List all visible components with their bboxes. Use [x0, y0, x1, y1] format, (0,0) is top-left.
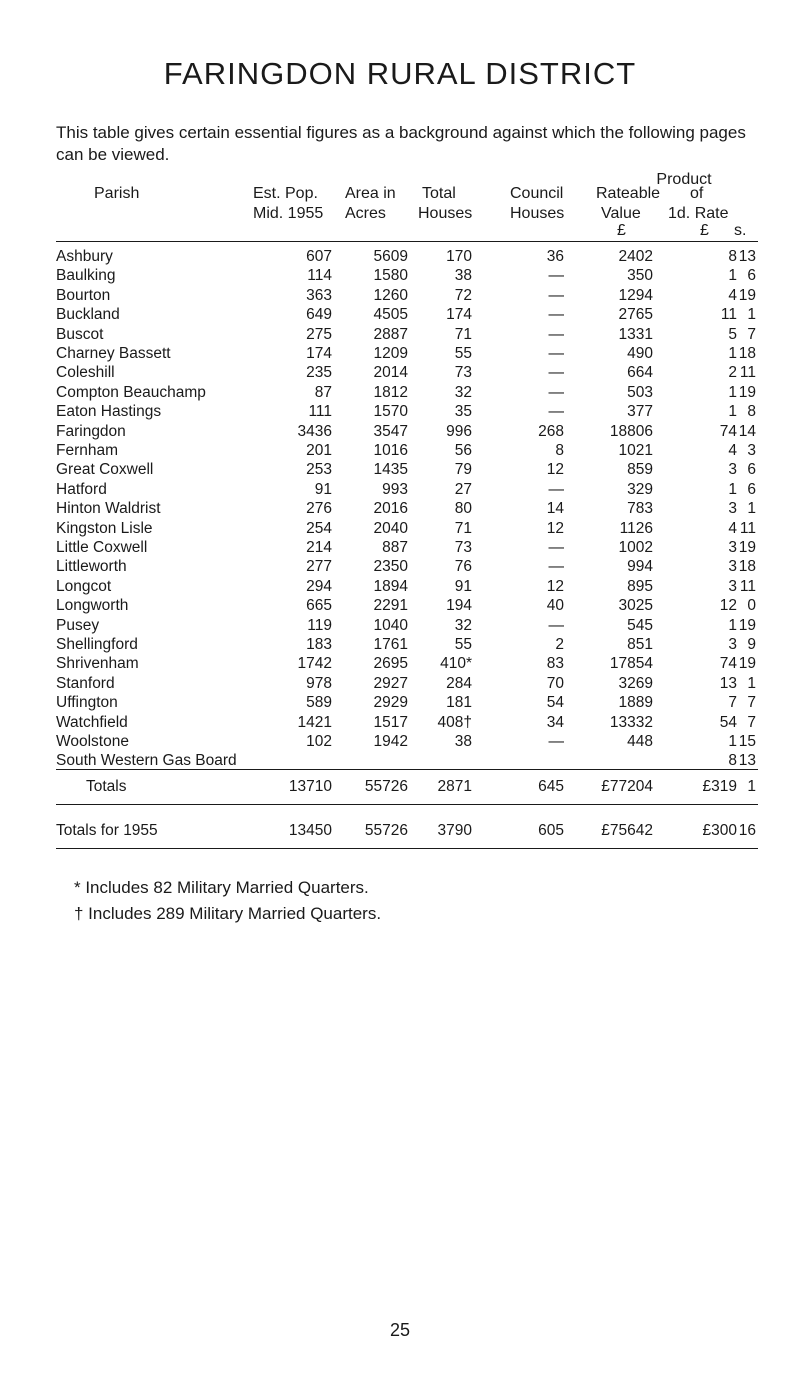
cell-council-houses: 12 — [546, 461, 564, 479]
cell-product-shillings: 18 — [738, 345, 756, 362]
cell-council-houses: — — [548, 558, 564, 576]
cell-total-houses: 38 — [454, 733, 472, 750]
cell-parish: South Western Gas Board — [56, 752, 237, 770]
footnote-military-2: † Includes 289 Military Married Quarters. — [74, 904, 382, 923]
cell-rateable-value: 1889 — [618, 694, 653, 712]
table-row — [0, 441, 800, 460]
table-row — [0, 499, 800, 518]
cell-rateable-value: 13332 — [609, 713, 653, 731]
totals-product-pounds: £319 — [702, 778, 737, 795]
table-row — [0, 635, 800, 654]
cell-area: 1517 — [373, 713, 408, 731]
cell-product-shillings: 19 — [738, 383, 756, 401]
table-row — [0, 557, 800, 576]
table-row — [0, 286, 800, 305]
cell-product-pounds: 3 — [728, 577, 737, 595]
cell-population: 277 — [306, 558, 332, 576]
cell-product-shillings: 19 — [738, 286, 756, 304]
cell-council-houses: — — [548, 616, 564, 634]
cell-product-shillings: 9 — [747, 636, 756, 653]
cell-rateable-value: 1126 — [619, 519, 653, 537]
cell-product-pounds: 1 — [728, 733, 737, 750]
totals-pop: 13710 — [288, 778, 332, 795]
cell-parish: Longworth — [56, 597, 129, 615]
cell-rateable-value: 1331 — [618, 325, 653, 343]
table-row — [0, 422, 800, 441]
cell-population: 253 — [306, 461, 332, 479]
cell-council-houses: — — [548, 383, 564, 401]
cell-council-houses: — — [548, 539, 564, 556]
cell-product-pounds: 4 — [728, 286, 737, 304]
cell-area: 1435 — [373, 461, 408, 479]
cell-product-pounds: 1 — [728, 403, 737, 421]
cell-product-pounds: 3 — [728, 539, 737, 556]
cell-total-houses: 996 — [446, 422, 472, 440]
cell-area: 1580 — [373, 267, 408, 285]
cell-council-houses: — — [548, 403, 564, 421]
cell-council-houses: 12 — [546, 577, 564, 595]
cell-rateable-value: 503 — [627, 383, 653, 401]
cell-population: 275 — [306, 325, 332, 343]
cell-product-shillings: 11 — [739, 519, 756, 537]
cell-parish: Charney Bassett — [56, 345, 171, 362]
cell-rateable-value: 350 — [627, 267, 653, 285]
cell-total-houses: 73 — [454, 539, 472, 556]
cell-rateable-value: 994 — [627, 558, 653, 576]
cell-area: 2014 — [373, 364, 408, 382]
header-product-1: Product — [656, 171, 712, 188]
footnote-military-1: * Includes 82 Military Married Quarters. — [74, 878, 369, 897]
cell-product-pounds: 13 — [719, 674, 737, 692]
table-row — [0, 674, 800, 693]
cell-rateable-value: 1021 — [618, 442, 653, 459]
cell-population: 114 — [307, 267, 332, 285]
cell-council-houses: — — [548, 286, 564, 304]
cell-product-shillings: 6 — [747, 461, 756, 479]
cell-parish: Woolstone — [56, 733, 129, 750]
cell-product-pounds: 54 — [719, 713, 737, 731]
table-row — [0, 325, 800, 344]
cell-parish: Watchfield — [56, 713, 128, 731]
cell-total-houses: 170 — [446, 248, 472, 265]
cell-product-shillings: 13 — [738, 248, 756, 265]
cell-product-shillings: 0 — [747, 597, 756, 615]
cell-population: 649 — [306, 306, 332, 324]
header-area-2: Acres — [345, 205, 386, 222]
totals-rv: £77204 — [601, 778, 653, 795]
header-houses-1: Total — [422, 185, 456, 202]
cell-population: 91 — [314, 480, 332, 498]
cell-population: 183 — [306, 636, 332, 653]
cell-product-pounds: 3 — [728, 500, 737, 518]
cell-rateable-value: 377 — [627, 403, 653, 421]
cell-parish: Hinton Waldrist — [56, 500, 161, 518]
totals-1955-council: 605 — [538, 822, 564, 839]
cell-product-pounds: 12 — [719, 597, 737, 615]
cell-product-shillings: 7 — [747, 325, 756, 343]
cell-rateable-value: 851 — [627, 636, 653, 653]
cell-parish: Littleworth — [56, 558, 127, 576]
header-product-5: s. — [734, 222, 747, 239]
cell-population: 978 — [306, 674, 332, 692]
cell-council-houses: — — [548, 306, 564, 324]
cell-product-pounds: 1 — [728, 480, 737, 498]
cell-population: 607 — [306, 248, 332, 265]
table-row — [0, 383, 800, 402]
cell-parish: Bourton — [56, 286, 111, 304]
totals-rule-top — [56, 769, 758, 770]
table-row — [0, 577, 800, 596]
cell-population: 1421 — [297, 713, 332, 731]
cell-council-houses: 54 — [546, 694, 564, 712]
totals-council: 645 — [538, 778, 564, 795]
cell-council-houses: — — [548, 364, 564, 382]
cell-parish: Great Coxwell — [56, 461, 154, 479]
cell-area: 1260 — [373, 286, 408, 304]
cell-area: 1812 — [373, 383, 408, 401]
cell-area: 1894 — [373, 577, 408, 595]
table-row — [0, 713, 800, 732]
cell-product-shillings: 6 — [747, 267, 756, 285]
totals-1955-pop: 13450 — [288, 822, 332, 839]
cell-parish: Hatford — [56, 480, 107, 498]
cell-parish: Stanford — [56, 674, 115, 692]
cell-area: 1040 — [373, 616, 408, 634]
cell-total-houses: 32 — [454, 383, 472, 401]
cell-population: 174 — [306, 345, 332, 362]
header-product-4: £ — [700, 222, 709, 239]
totals-1955-product-pounds: £300 — [702, 822, 737, 839]
cell-rateable-value: 2402 — [618, 248, 653, 265]
cell-parish: Faringdon — [56, 422, 126, 440]
cell-product-pounds: 4 — [728, 519, 737, 537]
cell-product-shillings: 1 — [747, 674, 756, 692]
cell-product-pounds: 1 — [728, 616, 737, 634]
cell-council-houses: — — [548, 267, 564, 285]
cell-population: 102 — [306, 733, 332, 750]
cell-area: 2350 — [373, 558, 408, 576]
cell-population: 111 — [308, 403, 332, 421]
cell-population: 294 — [306, 577, 332, 595]
cell-area: 2016 — [373, 500, 408, 518]
table-row — [0, 616, 800, 635]
cell-council-houses: 2 — [555, 636, 564, 653]
header-area-1: Area in — [345, 185, 396, 202]
cell-population: 235 — [306, 364, 332, 382]
cell-total-houses: 27 — [454, 480, 472, 498]
totals-rule-bottom — [56, 804, 758, 805]
cell-parish: Uffington — [56, 694, 118, 712]
cell-council-houses: — — [548, 345, 564, 362]
totals-label: Totals — [86, 778, 127, 795]
cell-parish: Ashbury — [56, 248, 113, 265]
cell-area: 2887 — [373, 325, 408, 343]
totals-product-shillings: 1 — [747, 778, 756, 795]
cell-product-pounds: 8 — [728, 248, 737, 265]
cell-parish: Coleshill — [56, 364, 115, 382]
table-row — [0, 732, 800, 751]
table-row — [0, 247, 800, 266]
cell-total-houses: 72 — [454, 286, 472, 304]
cell-area: 1942 — [373, 733, 408, 750]
cell-product-shillings: 6 — [747, 480, 756, 498]
cell-total-houses: 79 — [454, 461, 472, 479]
cell-population: 276 — [306, 500, 332, 518]
cell-rateable-value: 859 — [627, 461, 653, 479]
cell-population: 1742 — [297, 655, 332, 673]
cell-area: 887 — [382, 539, 408, 556]
cell-total-houses: 71 — [454, 519, 472, 537]
cell-product-shillings: 14 — [738, 422, 756, 440]
cell-total-houses: 55 — [454, 636, 472, 653]
cell-total-houses: 80 — [454, 500, 472, 518]
cell-product-pounds: 5 — [728, 325, 737, 343]
cell-rateable-value: 3269 — [618, 674, 653, 692]
table-row — [0, 460, 800, 479]
cell-rateable-value: 18806 — [609, 422, 653, 440]
cell-council-houses: 40 — [546, 597, 564, 615]
cell-area: 3547 — [373, 422, 408, 440]
cell-total-houses: 284 — [446, 674, 472, 692]
cell-population: 3436 — [297, 422, 332, 440]
cell-parish: Baulking — [56, 267, 116, 285]
cell-parish: Kingston Lisle — [56, 519, 153, 537]
cell-total-houses: 194 — [446, 597, 472, 615]
cell-product-shillings: 19 — [738, 616, 756, 634]
header-council-1: Council — [510, 185, 564, 202]
cell-council-houses: 12 — [546, 519, 564, 537]
cell-parish: Eaton Hastings — [56, 403, 162, 421]
cell-product-shillings: 8 — [747, 403, 756, 421]
table-row — [0, 693, 800, 712]
cell-area: 1016 — [373, 442, 408, 459]
cell-council-houses: — — [548, 325, 564, 343]
totals-1955-row — [0, 821, 800, 840]
cell-area: 2291 — [373, 597, 408, 615]
cell-product-pounds: 11 — [720, 306, 737, 324]
cell-area: 1209 — [373, 345, 408, 362]
totals-area: 55726 — [364, 778, 408, 795]
cell-council-houses: — — [548, 733, 564, 750]
cell-population: 214 — [306, 539, 332, 556]
totals-1955-label: Totals for 1955 — [56, 822, 158, 839]
cell-product-shillings: 1 — [747, 500, 756, 518]
cell-population: 589 — [306, 694, 332, 712]
cell-parish: Fernham — [56, 442, 119, 459]
cell-product-pounds: 2 — [728, 364, 737, 382]
cell-rateable-value: 329 — [627, 480, 653, 498]
cell-total-houses: 73 — [454, 364, 472, 382]
cell-rateable-value: 490 — [627, 345, 653, 362]
cell-rateable-value: 2765 — [618, 306, 653, 324]
table-row — [0, 363, 800, 382]
cell-product-pounds: 3 — [728, 461, 737, 479]
cell-area: 2695 — [373, 655, 408, 673]
cell-product-pounds: 74 — [719, 655, 737, 673]
cell-council-houses: 268 — [538, 422, 564, 440]
totals-1955-rv: £75642 — [601, 822, 653, 839]
cell-total-houses: 56 — [454, 442, 472, 459]
cell-product-shillings: 19 — [738, 539, 756, 556]
cell-area: 1570 — [373, 403, 408, 421]
table-row — [0, 519, 800, 538]
header-rv-1: Rateable — [596, 185, 661, 202]
cell-total-houses: 410* — [440, 655, 472, 673]
cell-product-shillings: 1 — [747, 306, 756, 324]
table-row — [0, 305, 800, 324]
page-title: FARINGDON RURAL DISTRICT — [163, 56, 637, 91]
cell-parish: Shrivenham — [56, 655, 139, 673]
totals-row — [0, 777, 800, 796]
cell-parish: Buscot — [56, 325, 104, 343]
cell-rateable-value: 17854 — [609, 655, 653, 673]
totals-1955-product-shillings: 16 — [738, 822, 756, 839]
cell-area: 1761 — [373, 636, 408, 653]
header-rv-3: £ — [617, 222, 626, 239]
cell-total-houses: 408† — [437, 713, 472, 731]
table-row — [0, 480, 800, 499]
cell-product-pounds: 7 — [728, 694, 737, 712]
cell-product-pounds: 3 — [728, 636, 737, 653]
cell-rateable-value: 1002 — [618, 539, 653, 556]
cell-council-houses: 36 — [546, 248, 564, 265]
totals-1955-area: 55726 — [364, 822, 408, 839]
cell-council-houses: 83 — [546, 655, 564, 673]
cell-total-houses: 91 — [454, 577, 472, 595]
table-row — [0, 654, 800, 673]
cell-council-houses: 8 — [555, 442, 564, 459]
cell-product-shillings: 11 — [739, 577, 756, 595]
cell-product-shillings: 7 — [747, 713, 756, 731]
header-pop-1: Est. Pop. — [253, 185, 318, 202]
cell-rateable-value: 1294 — [618, 286, 653, 304]
cell-area: 2929 — [373, 694, 408, 712]
header-houses-2: Houses — [418, 205, 473, 222]
totals-1955-houses: 3790 — [437, 822, 472, 839]
cell-parish: Longcot — [56, 577, 112, 595]
cell-rateable-value: 664 — [627, 364, 653, 382]
cell-rateable-value: 545 — [627, 616, 653, 634]
cell-population: 87 — [314, 383, 332, 401]
cell-area: 2040 — [373, 519, 408, 537]
cell-product-shillings: 15 — [738, 733, 756, 750]
cell-area: 4505 — [373, 306, 408, 324]
cell-product-pounds: 3 — [728, 558, 737, 576]
intro-text: This table gives certain essential figures as a background against which the following pages can be viewed. — [56, 123, 746, 164]
cell-product-shillings: 11 — [739, 364, 756, 382]
cell-population: 363 — [306, 286, 332, 304]
cell-product-pounds: 8 — [728, 752, 737, 770]
cell-product-shillings: 19 — [738, 655, 756, 673]
table-row — [0, 596, 800, 615]
table-row — [0, 751, 800, 770]
cell-area: 993 — [382, 480, 408, 498]
cell-rateable-value: 783 — [627, 500, 653, 518]
cell-council-houses: 70 — [546, 674, 564, 692]
header-product-3: 1d. Rate — [668, 205, 729, 222]
cell-total-houses: 76 — [454, 558, 472, 576]
cell-parish: Little Coxwell — [56, 539, 148, 556]
cell-product-pounds: 4 — [728, 442, 737, 459]
cell-total-houses: 181 — [446, 694, 472, 712]
cell-product-shillings: 13 — [738, 752, 756, 770]
cell-rateable-value: 3025 — [618, 597, 653, 615]
cell-product-shillings: 7 — [747, 694, 756, 712]
cell-product-shillings: 18 — [738, 558, 756, 576]
cell-product-pounds: 1 — [728, 267, 737, 285]
cell-council-houses: 34 — [546, 713, 564, 731]
cell-population: 119 — [307, 616, 332, 634]
cell-total-houses: 174 — [446, 306, 472, 324]
page-number: 25 — [389, 1320, 411, 1340]
cell-council-houses: — — [548, 480, 564, 498]
cell-area: 2927 — [373, 674, 408, 692]
table-row — [0, 344, 800, 363]
cell-parish: Pusey — [56, 616, 100, 634]
cell-total-houses: 35 — [454, 403, 472, 421]
table-row — [0, 538, 800, 557]
header-pop-2: Mid. 1955 — [253, 205, 324, 222]
cell-total-houses: 32 — [454, 616, 472, 634]
cell-total-houses: 71 — [454, 325, 472, 343]
cell-population: 201 — [306, 442, 332, 459]
cell-rateable-value: 895 — [627, 577, 653, 595]
cell-area: 5609 — [373, 248, 408, 265]
cell-population: 254 — [306, 519, 332, 537]
header-product-2: of — [690, 185, 704, 202]
cell-parish: Shellingford — [56, 636, 138, 653]
cell-parish: Compton Beauchamp — [56, 383, 206, 401]
bottom-rule — [56, 848, 758, 849]
cell-product-pounds: 74 — [719, 422, 737, 440]
cell-product-pounds: 1 — [728, 345, 737, 362]
cell-total-houses: 55 — [454, 345, 472, 362]
cell-population: 665 — [306, 597, 332, 615]
table-row — [0, 402, 800, 421]
header-rv-2: Value — [601, 205, 641, 222]
cell-total-houses: 38 — [454, 267, 472, 285]
cell-parish: Buckland — [56, 306, 120, 324]
cell-rateable-value: 448 — [627, 733, 653, 750]
table-row — [0, 266, 800, 285]
cell-product-pounds: 1 — [728, 383, 737, 401]
cell-council-houses: 14 — [546, 500, 564, 518]
header-council-2: Houses — [510, 205, 565, 222]
header-parish: Parish — [94, 185, 140, 202]
header-rule — [56, 241, 758, 242]
cell-product-shillings: 3 — [747, 442, 756, 459]
totals-houses: 2871 — [437, 778, 472, 795]
